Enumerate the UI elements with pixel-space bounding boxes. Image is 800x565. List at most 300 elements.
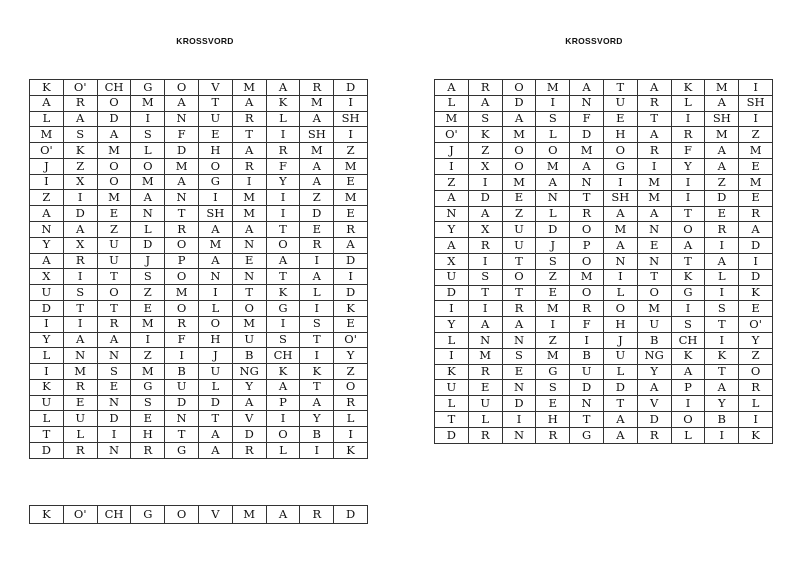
letter-cell[interactable]: E (739, 190, 773, 206)
letter-cell[interactable]: A (300, 158, 334, 174)
letter-cell[interactable]: T (97, 269, 131, 285)
letter-cell[interactable]: D (435, 285, 469, 301)
letter-cell[interactable]: U (603, 95, 637, 111)
letter-cell[interactable]: M (637, 190, 671, 206)
letter-cell[interactable]: T (232, 285, 266, 301)
letter-cell[interactable]: Z (739, 348, 773, 364)
letter-cell[interactable]: N (165, 190, 199, 206)
letter-cell[interactable]: D (334, 285, 368, 301)
letter-cell[interactable]: L (603, 285, 637, 301)
letter-cell[interactable]: Z (468, 143, 502, 159)
letter-cell[interactable]: A (468, 317, 502, 333)
letter-cell[interactable]: F (671, 143, 705, 159)
letter-cell[interactable]: H (198, 332, 232, 348)
letter-cell[interactable]: A (300, 269, 334, 285)
letter-cell[interactable]: S (131, 127, 165, 143)
letter-cell[interactable]: A (30, 253, 64, 269)
letter-cell[interactable]: D (30, 442, 64, 458)
letter-cell[interactable]: U (468, 396, 502, 412)
letter-cell[interactable]: A (739, 222, 773, 238)
letter-cell[interactable]: A (468, 206, 502, 222)
letter-cell[interactable]: T (502, 253, 536, 269)
letter-cell[interactable]: M (165, 285, 199, 301)
letter-cell[interactable]: O (603, 143, 637, 159)
letter-cell[interactable]: A (300, 111, 334, 127)
letter-cell[interactable]: I (232, 174, 266, 190)
letter-cell[interactable]: K (30, 80, 64, 96)
letter-cell[interactable]: A (570, 80, 604, 96)
letter-cell[interactable]: U (97, 253, 131, 269)
letter-cell[interactable]: R (131, 442, 165, 458)
letter-cell[interactable]: M (502, 127, 536, 143)
letter-cell[interactable]: M (30, 127, 64, 143)
letter-cell[interactable]: A (198, 253, 232, 269)
letter-cell[interactable]: I (300, 300, 334, 316)
letter-cell[interactable]: S (97, 364, 131, 380)
letter-cell[interactable]: A (705, 380, 739, 396)
letter-cell[interactable]: A (266, 253, 300, 269)
letter-cell[interactable]: I (468, 301, 502, 317)
letter-cell[interactable]: S (671, 317, 705, 333)
letter-cell[interactable]: N (30, 222, 64, 238)
letter-cell[interactable]: O (570, 285, 604, 301)
letter-cell[interactable]: L (435, 95, 469, 111)
letter-cell[interactable]: B (300, 427, 334, 443)
letter-cell[interactable]: E (334, 316, 368, 332)
letter-cell[interactable]: A (637, 80, 671, 96)
letter-cell[interactable]: O (502, 80, 536, 96)
letter-cell[interactable]: K (334, 442, 368, 458)
letter-cell[interactable]: A (334, 237, 368, 253)
letter-cell[interactable]: T (165, 206, 199, 222)
letter-cell[interactable]: F (570, 317, 604, 333)
letter-cell[interactable]: T (198, 411, 232, 427)
letter-cell[interactable]: G (198, 174, 232, 190)
letter-cell[interactable]: I (30, 174, 64, 190)
letter-cell[interactable]: Y (705, 396, 739, 412)
letter-cell[interactable]: V (637, 396, 671, 412)
letter-cell[interactable]: O' (739, 317, 773, 333)
letter-cell[interactable]: Y (637, 364, 671, 380)
letter-cell[interactable]: R (705, 222, 739, 238)
letter-cell[interactable]: Y (334, 348, 368, 364)
letter-cell[interactable]: R (637, 427, 671, 443)
letter-cell[interactable]: B (637, 333, 671, 349)
letter-cell[interactable]: R (502, 301, 536, 317)
letter-cell[interactable]: D (502, 95, 536, 111)
letter-cell[interactable]: R (165, 222, 199, 238)
letter-cell[interactable]: M (536, 348, 570, 364)
letter-cell[interactable]: N (63, 348, 97, 364)
letter-cell[interactable]: S (468, 269, 502, 285)
letter-cell[interactable]: I (705, 427, 739, 443)
letter-cell[interactable]: O (671, 222, 705, 238)
letter-cell[interactable]: I (266, 316, 300, 332)
letter-cell[interactable]: D (334, 506, 368, 524)
letter-cell[interactable]: L (603, 364, 637, 380)
letter-cell[interactable]: U (502, 222, 536, 238)
letter-cell[interactable]: U (165, 379, 199, 395)
letter-cell[interactable]: D (739, 238, 773, 254)
letter-cell[interactable]: R (468, 364, 502, 380)
letter-cell[interactable]: M (165, 158, 199, 174)
letter-cell[interactable]: U (198, 111, 232, 127)
letter-cell[interactable]: N (502, 333, 536, 349)
letter-cell[interactable]: F (266, 158, 300, 174)
letter-cell[interactable]: N (637, 222, 671, 238)
letter-cell[interactable]: D (198, 395, 232, 411)
letter-cell[interactable]: J (131, 253, 165, 269)
letter-cell[interactable]: M (536, 301, 570, 317)
letter-cell[interactable]: Y (30, 237, 64, 253)
letter-cell[interactable]: G (536, 364, 570, 380)
letter-cell[interactable]: Z (97, 222, 131, 238)
letter-cell[interactable]: A (671, 364, 705, 380)
letter-cell[interactable]: M (198, 237, 232, 253)
letter-cell[interactable]: X (30, 269, 64, 285)
letter-cell[interactable]: A (198, 427, 232, 443)
letter-cell[interactable]: A (671, 238, 705, 254)
letter-cell[interactable]: I (739, 253, 773, 269)
letter-cell[interactable]: O (165, 506, 199, 524)
letter-cell[interactable]: E (603, 111, 637, 127)
letter-cell[interactable]: Z (131, 285, 165, 301)
letter-cell[interactable]: L (435, 396, 469, 412)
letter-cell[interactable]: M (739, 174, 773, 190)
letter-cell[interactable]: X (468, 222, 502, 238)
letter-cell[interactable]: M (435, 111, 469, 127)
letter-cell[interactable]: S (536, 253, 570, 269)
letter-cell[interactable]: I (300, 253, 334, 269)
letter-cell[interactable]: R (63, 379, 97, 395)
letter-cell[interactable]: N (502, 380, 536, 396)
letter-cell[interactable]: E (131, 411, 165, 427)
letter-cell[interactable]: G (603, 159, 637, 175)
letter-cell[interactable]: T (570, 190, 604, 206)
letter-cell[interactable]: NG (232, 364, 266, 380)
letter-cell[interactable]: P (671, 380, 705, 396)
letter-cell[interactable]: I (705, 333, 739, 349)
letter-cell[interactable]: T (300, 332, 334, 348)
letter-cell[interactable]: L (266, 442, 300, 458)
letter-cell[interactable]: L (435, 333, 469, 349)
letter-cell[interactable]: D (637, 412, 671, 428)
letter-cell[interactable]: G (165, 442, 199, 458)
letter-cell[interactable]: N (232, 237, 266, 253)
letter-cell[interactable]: A (232, 143, 266, 159)
letter-cell[interactable]: O' (30, 143, 64, 159)
letter-cell[interactable]: R (739, 206, 773, 222)
letter-cell[interactable]: E (739, 301, 773, 317)
letter-cell[interactable]: Z (334, 143, 368, 159)
letter-cell[interactable]: D (435, 427, 469, 443)
letter-cell[interactable]: T (502, 285, 536, 301)
letter-cell[interactable]: M (97, 190, 131, 206)
letter-cell[interactable]: M (603, 222, 637, 238)
letter-cell[interactable]: A (63, 222, 97, 238)
letter-cell[interactable]: A (232, 395, 266, 411)
letter-cell[interactable]: SH (603, 190, 637, 206)
letter-cell[interactable]: U (637, 317, 671, 333)
letter-cell[interactable]: H (603, 317, 637, 333)
letter-cell[interactable]: Y (739, 333, 773, 349)
letter-cell[interactable]: O (502, 159, 536, 175)
letter-cell[interactable]: N (536, 190, 570, 206)
letter-cell[interactable]: Z (435, 174, 469, 190)
letter-cell[interactable]: Y (30, 332, 64, 348)
letter-cell[interactable]: D (131, 237, 165, 253)
letter-cell[interactable]: O (266, 427, 300, 443)
letter-cell[interactable]: Z (739, 127, 773, 143)
letter-cell[interactable]: O (502, 143, 536, 159)
letter-cell[interactable]: U (97, 237, 131, 253)
letter-cell[interactable]: T (570, 412, 604, 428)
letter-cell[interactable]: N (131, 206, 165, 222)
letter-cell[interactable]: M (232, 206, 266, 222)
letter-cell[interactable]: I (165, 348, 199, 364)
letter-cell[interactable]: V (198, 80, 232, 96)
letter-cell[interactable]: M (232, 316, 266, 332)
letter-cell[interactable]: F (165, 332, 199, 348)
letter-cell[interactable]: Z (131, 348, 165, 364)
letter-cell[interactable]: M (705, 127, 739, 143)
letter-cell[interactable]: L (739, 396, 773, 412)
letter-cell[interactable]: M (637, 174, 671, 190)
letter-cell[interactable]: N (603, 253, 637, 269)
letter-cell[interactable]: M (232, 80, 266, 96)
letter-cell[interactable]: P (165, 253, 199, 269)
letter-cell[interactable]: Z (334, 364, 368, 380)
letter-cell[interactable]: Z (502, 206, 536, 222)
letter-cell[interactable]: L (30, 111, 64, 127)
letter-cell[interactable]: M (739, 143, 773, 159)
letter-cell[interactable]: I (739, 412, 773, 428)
letter-cell[interactable]: G (131, 379, 165, 395)
letter-cell[interactable]: O (266, 237, 300, 253)
letter-cell[interactable]: N (232, 269, 266, 285)
letter-cell[interactable]: T (435, 412, 469, 428)
letter-cell[interactable]: T (671, 253, 705, 269)
letter-cell[interactable]: I (334, 95, 368, 111)
letter-cell[interactable]: R (536, 427, 570, 443)
letter-cell[interactable]: L (198, 379, 232, 395)
letter-cell[interactable]: D (570, 380, 604, 396)
letter-cell[interactable]: O (97, 95, 131, 111)
letter-cell[interactable]: A (97, 127, 131, 143)
letter-cell[interactable]: M (705, 80, 739, 96)
letter-cell[interactable]: R (637, 95, 671, 111)
letter-cell[interactable]: A (502, 111, 536, 127)
letter-cell[interactable]: S (536, 111, 570, 127)
letter-cell[interactable]: R (232, 442, 266, 458)
letter-cell[interactable]: A (435, 190, 469, 206)
letter-cell[interactable]: R (63, 253, 97, 269)
letter-cell[interactable]: E (63, 395, 97, 411)
letter-cell[interactable]: Z (30, 190, 64, 206)
letter-cell[interactable]: O (570, 253, 604, 269)
letter-cell[interactable]: O (671, 412, 705, 428)
letter-cell[interactable]: G (266, 300, 300, 316)
letter-cell[interactable]: SH (739, 95, 773, 111)
letter-cell[interactable]: A (603, 412, 637, 428)
letter-cell[interactable]: I (97, 427, 131, 443)
letter-cell[interactable]: L (536, 206, 570, 222)
letter-cell[interactable]: Z (300, 190, 334, 206)
letter-cell[interactable]: Y (435, 222, 469, 238)
letter-cell[interactable]: M (502, 174, 536, 190)
letter-cell[interactable]: A (131, 190, 165, 206)
letter-cell[interactable]: K (739, 285, 773, 301)
letter-cell[interactable]: L (334, 411, 368, 427)
letter-cell[interactable]: S (502, 348, 536, 364)
letter-cell[interactable]: T (603, 80, 637, 96)
letter-cell[interactable]: X (468, 159, 502, 175)
letter-cell[interactable]: E (232, 253, 266, 269)
letter-cell[interactable]: A (570, 159, 604, 175)
letter-cell[interactable]: SH (198, 206, 232, 222)
letter-cell[interactable]: L (671, 95, 705, 111)
letter-cell[interactable]: M (570, 269, 604, 285)
letter-cell[interactable]: U (232, 332, 266, 348)
letter-cell[interactable]: R (334, 395, 368, 411)
letter-cell[interactable]: R (97, 316, 131, 332)
letter-cell[interactable]: S (131, 269, 165, 285)
letter-cell[interactable]: D (232, 427, 266, 443)
letter-cell[interactable]: I (435, 348, 469, 364)
letter-cell[interactable]: X (435, 253, 469, 269)
letter-cell[interactable]: M (63, 364, 97, 380)
letter-cell[interactable]: E (502, 364, 536, 380)
letter-cell[interactable]: I (266, 206, 300, 222)
letter-cell[interactable]: I (435, 301, 469, 317)
letter-cell[interactable]: K (266, 95, 300, 111)
letter-cell[interactable]: D (97, 411, 131, 427)
letter-cell[interactable]: B (705, 412, 739, 428)
letter-cell[interactable]: N (97, 442, 131, 458)
letter-cell[interactable]: R (63, 95, 97, 111)
letter-cell[interactable]: L (198, 300, 232, 316)
letter-cell[interactable]: A (165, 95, 199, 111)
letter-cell[interactable]: A (468, 95, 502, 111)
letter-cell[interactable]: Z (705, 174, 739, 190)
letter-cell[interactable]: K (300, 364, 334, 380)
letter-cell[interactable]: I (502, 412, 536, 428)
letter-cell[interactable]: Z (536, 333, 570, 349)
letter-cell[interactable]: J (603, 333, 637, 349)
letter-cell[interactable]: I (637, 159, 671, 175)
letter-cell[interactable]: CH (266, 348, 300, 364)
letter-cell[interactable]: S (63, 285, 97, 301)
letter-cell[interactable]: R (468, 80, 502, 96)
letter-cell[interactable]: S (536, 380, 570, 396)
letter-cell[interactable]: A (705, 159, 739, 175)
letter-cell[interactable]: T (603, 396, 637, 412)
letter-cell[interactable]: A (705, 143, 739, 159)
letter-cell[interactable]: J (30, 158, 64, 174)
letter-cell[interactable]: K (671, 80, 705, 96)
letter-cell[interactable]: I (536, 95, 570, 111)
letter-cell[interactable]: T (468, 285, 502, 301)
letter-cell[interactable]: E (502, 190, 536, 206)
letter-cell[interactable]: A (97, 332, 131, 348)
letter-cell[interactable]: A (435, 80, 469, 96)
letter-cell[interactable]: A (300, 395, 334, 411)
letter-cell[interactable]: D (570, 127, 604, 143)
letter-cell[interactable]: N (97, 395, 131, 411)
letter-cell[interactable]: N (165, 411, 199, 427)
letter-cell[interactable]: E (300, 222, 334, 238)
letter-cell[interactable]: M (131, 316, 165, 332)
letter-cell[interactable]: K (63, 143, 97, 159)
letter-cell[interactable]: E (334, 206, 368, 222)
letter-cell[interactable]: T (705, 364, 739, 380)
letter-cell[interactable]: I (266, 190, 300, 206)
letter-cell[interactable]: O (97, 174, 131, 190)
letter-cell[interactable]: L (468, 412, 502, 428)
letter-cell[interactable]: D (468, 190, 502, 206)
letter-cell[interactable]: G (131, 80, 165, 96)
letter-cell[interactable]: A (603, 238, 637, 254)
letter-cell[interactable]: Y (232, 379, 266, 395)
letter-cell[interactable]: M (232, 506, 266, 524)
letter-cell[interactable]: N (468, 333, 502, 349)
letter-cell[interactable]: U (603, 348, 637, 364)
letter-cell[interactable]: I (603, 269, 637, 285)
letter-cell[interactable]: E (97, 379, 131, 395)
letter-cell[interactable]: M (536, 159, 570, 175)
letter-cell[interactable]: O (232, 300, 266, 316)
letter-cell[interactable]: I (671, 174, 705, 190)
letter-cell[interactable]: I (536, 317, 570, 333)
letter-cell[interactable]: U (570, 364, 604, 380)
letter-cell[interactable]: I (334, 427, 368, 443)
letter-cell[interactable]: I (63, 269, 97, 285)
letter-cell[interactable]: A (300, 174, 334, 190)
letter-cell[interactable]: I (435, 159, 469, 175)
letter-cell[interactable]: L (705, 269, 739, 285)
letter-cell[interactable]: E (97, 206, 131, 222)
letter-cell[interactable]: L (30, 348, 64, 364)
letter-cell[interactable]: S (705, 301, 739, 317)
letter-cell[interactable]: I (300, 442, 334, 458)
letter-cell[interactable]: S (131, 395, 165, 411)
letter-cell[interactable]: E (739, 159, 773, 175)
letter-cell[interactable]: M (97, 143, 131, 159)
letter-cell[interactable]: N (97, 348, 131, 364)
letter-cell[interactable]: O (165, 300, 199, 316)
letter-cell[interactable]: E (131, 300, 165, 316)
letter-cell[interactable]: A (30, 95, 64, 111)
letter-cell[interactable]: A (198, 222, 232, 238)
letter-cell[interactable]: I (468, 174, 502, 190)
letter-cell[interactable]: A (198, 442, 232, 458)
letter-cell[interactable]: Z (536, 269, 570, 285)
letter-cell[interactable]: M (334, 190, 368, 206)
letter-cell[interactable]: A (63, 111, 97, 127)
letter-cell[interactable]: R (63, 442, 97, 458)
letter-cell[interactable]: K (30, 506, 64, 524)
letter-cell[interactable]: K (671, 269, 705, 285)
letter-cell[interactable]: D (502, 396, 536, 412)
letter-cell[interactable]: O (536, 143, 570, 159)
letter-cell[interactable]: A (637, 380, 671, 396)
letter-cell[interactable]: F (570, 111, 604, 127)
letter-cell[interactable]: K (266, 364, 300, 380)
letter-cell[interactable]: T (63, 300, 97, 316)
letter-cell[interactable]: I (63, 316, 97, 332)
letter-cell[interactable]: L (671, 427, 705, 443)
letter-cell[interactable]: O' (63, 80, 97, 96)
